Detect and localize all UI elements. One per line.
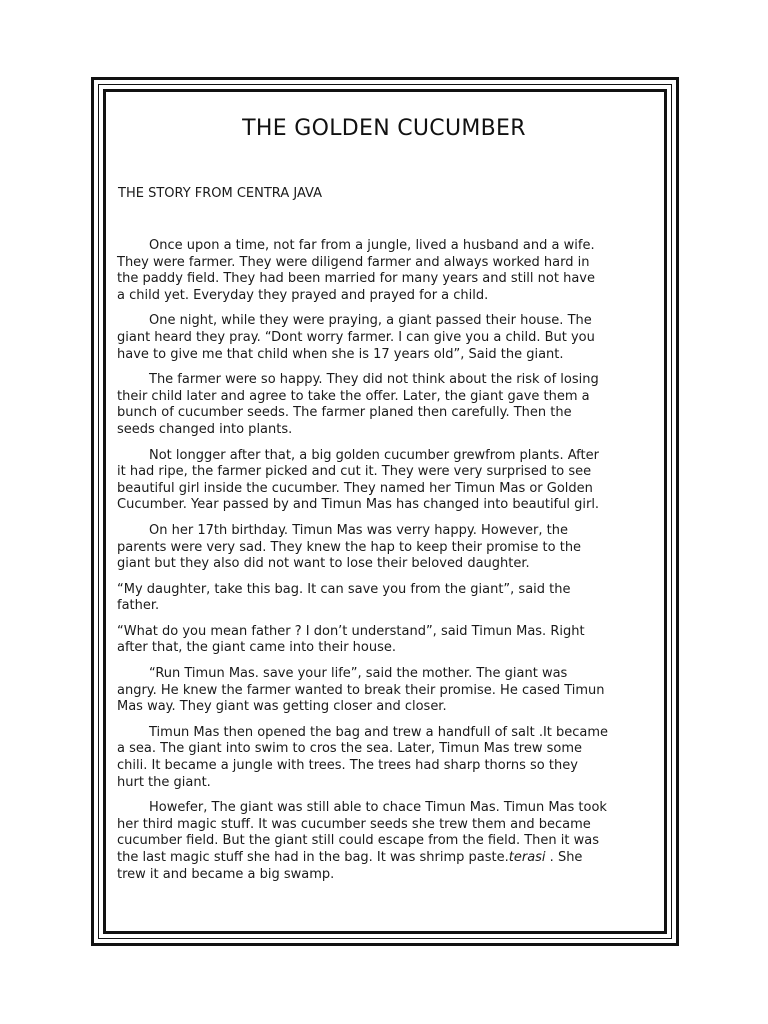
text-line: Not longger after that, a big golden cucumber grewfrom plants. After xyxy=(149,447,599,463)
text-line: father. xyxy=(117,598,160,614)
text-line: “What do you mean father ? I don’t understand”, said Timun Mas. Right xyxy=(117,623,585,639)
paragraph xyxy=(117,624,657,657)
text-segment: the last magic stuff she had in the bag. It was shrimp paste. xyxy=(117,850,509,865)
text-line: it had ripe, the farmer picked and cut it. They were very surprised to see xyxy=(117,464,592,480)
text-line: beautiful girl inside the cucumber. They named her Timun Mas or Golden xyxy=(117,480,593,496)
text-line: giant heard they pray. “Dont worry farmer. I can give you a child. But you xyxy=(117,329,595,345)
text-line: Timun Mas then opened the bag and trew a handfull of salt .It became xyxy=(149,724,609,740)
paragraph xyxy=(117,448,657,514)
paragraph xyxy=(117,800,657,883)
paragraph xyxy=(117,238,657,304)
text-line: bunch of cucumber seeds. The farmer planed then carefully. Then the xyxy=(117,405,572,421)
document-subtitle: THE STORY FROM CENTRA JAVA xyxy=(118,186,322,201)
text-line: her third magic stuff. It was cucumber seeds she trew them and became xyxy=(117,816,591,832)
text-line: seeds changed into plants. xyxy=(117,421,293,437)
paragraph xyxy=(117,372,657,438)
text-line: Howefer, The giant was still able to chace Timun Mas. Timun Mas took xyxy=(149,800,607,816)
document-title: THE GOLDEN CUCUMBER xyxy=(242,116,526,141)
italic-word: terasi xyxy=(508,850,546,865)
text-line: “My daughter, take this bag. It can save you from the giant”, said the xyxy=(117,581,571,597)
text-line: have to give me that child when she is 17 years old”, Said the giant. xyxy=(117,346,564,362)
paragraph xyxy=(117,313,657,363)
text-line: their child later and agree to take the offer. Later, the giant gave them a xyxy=(117,388,590,404)
paragraph xyxy=(117,725,657,791)
text-line: Once upon a time, not far from a jungle, lived a husband and a wife. xyxy=(149,238,595,253)
text-line: a child yet. Everyday they prayed and prayed for a child. xyxy=(117,287,489,303)
text-line: after that, the giant came into their house. xyxy=(117,640,397,656)
text-line: The farmer were so happy. They did not think about the risk of losing xyxy=(149,372,599,388)
text-line: cucumber field. But the giant still could escape from the field. Then it was xyxy=(117,833,600,849)
text-line: Cucumber. Year passed by and Timun Mas has changed into beautiful girl. xyxy=(117,497,600,513)
text-line: hurt the giant. xyxy=(117,774,211,790)
paragraph xyxy=(117,523,657,573)
text-line: trew it and became a big swamp. xyxy=(117,866,335,882)
text-line: Mas way. They giant was getting closer and closer. xyxy=(117,699,447,715)
text-line: chili. It became a jungle with trees. The trees had sharp thorns so they xyxy=(117,758,578,774)
text-line: a sea. The giant into swim to cros the sea. Later, Timun Mas trew some xyxy=(117,741,583,757)
text-line: One night, while they were praying, a giant passed their house. The xyxy=(149,313,592,329)
text-line: parents were very sad. They knew the hap to keep their promise to the xyxy=(117,539,582,555)
text-line: On her 17th birthday. Timun Mas was verry happy. However, the xyxy=(149,522,569,538)
paragraph xyxy=(117,666,657,716)
text-line: They were farmer. They were diligend farmer and always worked hard in xyxy=(117,254,590,270)
text-line: “Run Timun Mas. save your life”, said the mother. The giant was xyxy=(149,666,568,682)
text-line: the paddy field. They had been married for many years and still not have xyxy=(117,271,595,287)
text-line-mixed xyxy=(117,850,657,867)
text-segment: . She xyxy=(545,850,583,865)
story-body xyxy=(117,238,657,892)
paragraph xyxy=(117,582,657,615)
text-line: giant but they also did not want to lose their beloved daughter. xyxy=(117,556,530,572)
text-line: angry. He knew the farmer wanted to break their promise. He cased Timun xyxy=(117,682,605,698)
